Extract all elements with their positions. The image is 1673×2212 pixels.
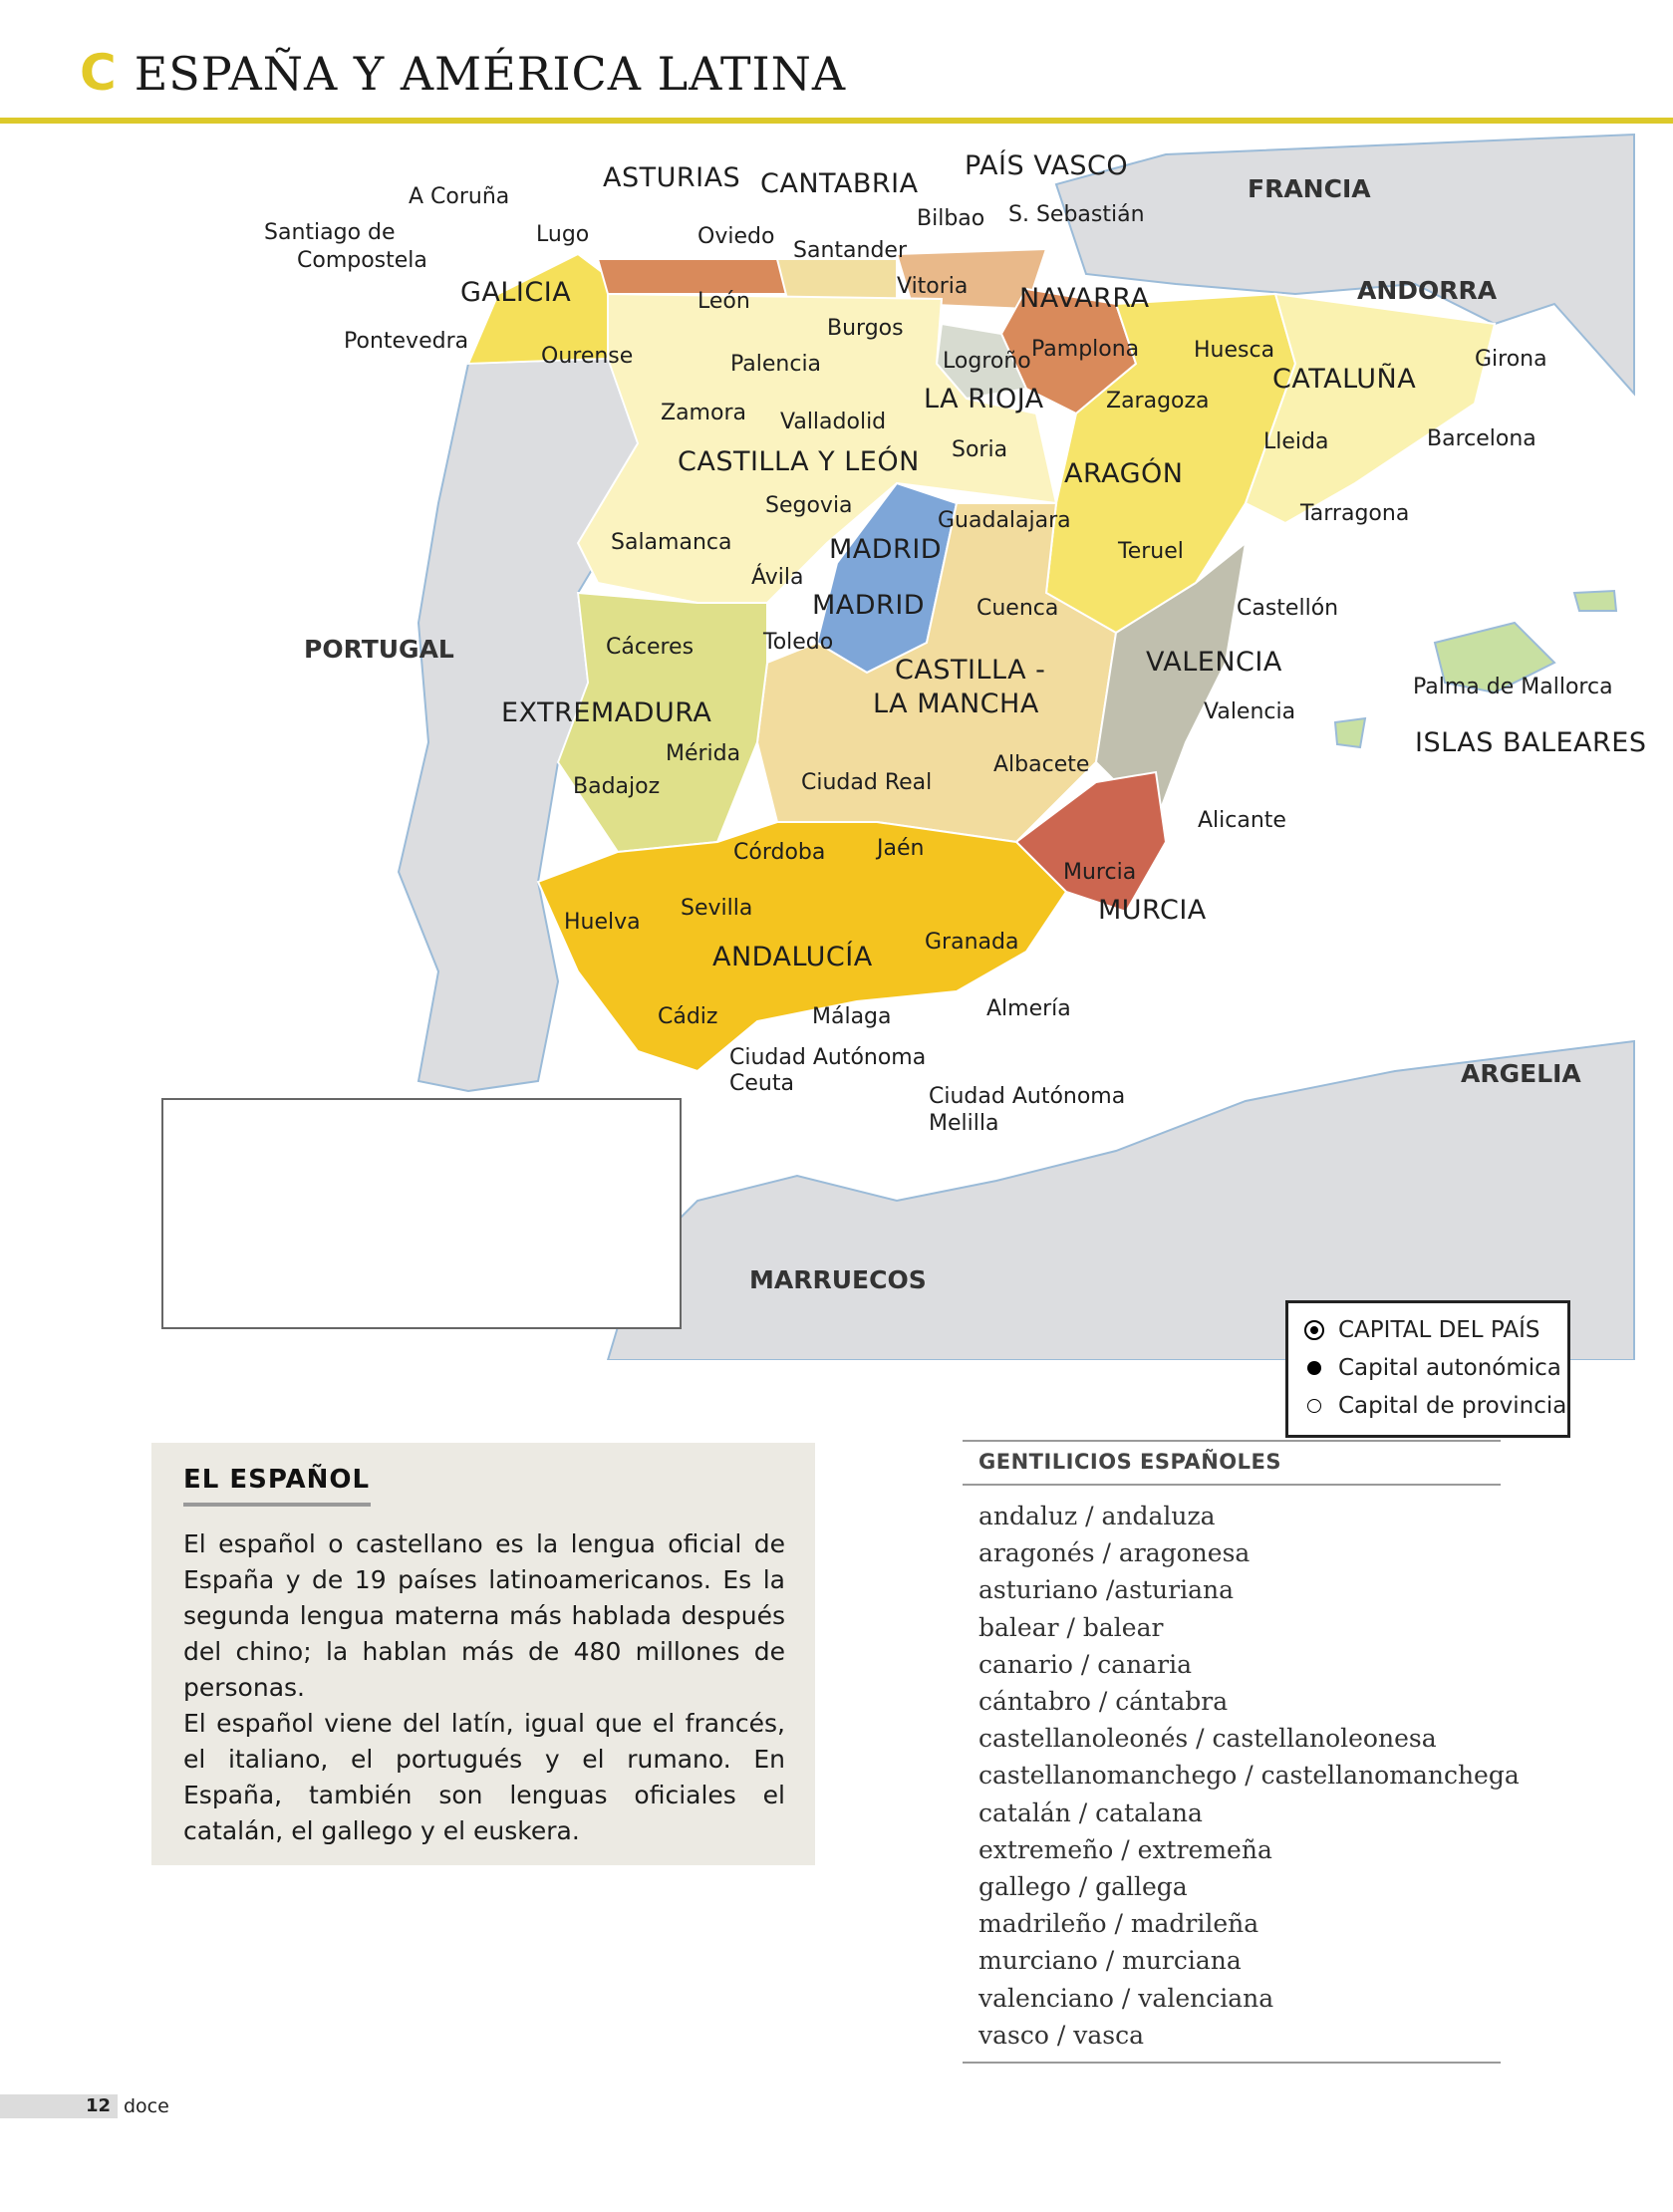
label-palencia: Palencia <box>730 352 822 377</box>
label-avila: Ávila <box>751 565 804 590</box>
label-cuenca: Cuenca <box>976 596 1059 621</box>
list-item: catalán / catalana <box>978 1797 1203 1827</box>
label-toledo: Toledo <box>763 630 834 655</box>
capital-province-icon <box>1307 1399 1321 1413</box>
legend-capital-pais-label: CAPITAL DEL PAÍS <box>1338 1317 1540 1343</box>
espanol-heading-underline <box>183 1503 371 1507</box>
legend-capital-autonomica <box>1304 1355 1561 1381</box>
list-item: gallego / gallega <box>978 1872 1188 1902</box>
label-la-rioja: LA RIOJA <box>924 384 1044 415</box>
label-santander: Santander <box>793 238 907 263</box>
label-merida: Mérida <box>666 741 741 766</box>
capital-autonomous-icon <box>1307 1361 1321 1375</box>
legend-capital-provincia-label: Capital de provincia <box>1338 1393 1567 1419</box>
label-cordoba: Córdoba <box>733 840 826 865</box>
label-granada: Granada <box>925 930 1019 955</box>
label-ciudad-real: Ciudad Real <box>801 770 933 795</box>
gentilicios-title: GENTILICIOS ESPAÑOLES <box>978 1450 1281 1474</box>
label-ceuta-1: Ciudad Autónoma <box>729 1045 927 1070</box>
label-zaragoza: Zaragoza <box>1106 389 1210 414</box>
list-item: murciano / murciana <box>978 1946 1242 1976</box>
label-huesca: Huesca <box>1194 338 1275 363</box>
label-navarra: NAVARRA <box>1019 283 1150 314</box>
label-andalucia: ANDALUCÍA <box>712 942 873 972</box>
label-murcia: MURCIA <box>1098 895 1207 926</box>
label-galicia: GALICIA <box>460 277 572 308</box>
label-castilla-mancha-2: LA MANCHA <box>873 689 1039 719</box>
label-salamanca: Salamanca <box>611 530 732 555</box>
list-item: aragonés / aragonesa <box>978 1538 1251 1568</box>
list-item: extremeño / extremeña <box>978 1834 1272 1864</box>
espanol-paragraph-2: El español viene del latín, igual que el francés, el italiano, el portugués y el rumano. En España, también son lenguas oficiales el catalán, el gallego y el euskera. <box>183 1709 785 1845</box>
label-santiago-1: Santiago de <box>264 220 396 245</box>
label-caceres: Cáceres <box>606 635 695 660</box>
label-asturias: ASTURIAS <box>603 162 741 193</box>
label-zamora: Zamora <box>661 401 746 425</box>
label-san-sebastian: S. Sebastián <box>1008 202 1145 227</box>
label-marruecos: MARRUECOS <box>749 1265 927 1294</box>
label-segovia: Segovia <box>765 493 853 518</box>
label-logrono: Logroño <box>943 349 1031 374</box>
label-valencia: VALENCIA <box>1146 647 1282 678</box>
label-castellon: Castellón <box>1237 596 1339 621</box>
capital-country-icon <box>1304 1320 1324 1340</box>
label-melilla-2: Melilla <box>929 1111 999 1136</box>
label-francia: FRANCIA <box>1248 174 1371 203</box>
ibiza-shape <box>1335 718 1365 747</box>
list-item: madrileño / madrileña <box>978 1909 1259 1939</box>
canarias-inset <box>161 1098 682 1329</box>
label-soria: Soria <box>952 437 1008 462</box>
label-baleares: ISLAS BALEARES <box>1415 727 1647 758</box>
page-number: 12 <box>86 2095 112 2116</box>
espanol-infobox <box>151 1443 815 1865</box>
espanol-heading: EL ESPAÑOL <box>183 1465 371 1495</box>
label-castilla-leon: CASTILLA Y LEÓN <box>678 446 920 477</box>
label-madrid-region: MADRID <box>829 534 943 565</box>
label-castilla-mancha-1: CASTILLA - <box>895 655 1046 686</box>
label-alicante: Alicante <box>1198 808 1286 833</box>
legend-capital-provincia <box>1304 1393 1566 1419</box>
label-palma: Palma de Mallorca <box>1413 675 1613 699</box>
gentilicios-header-rule <box>963 1484 1501 1486</box>
label-cantabria: CANTABRIA <box>760 168 919 199</box>
espanol-body <box>183 1526 785 1849</box>
label-ourense: Ourense <box>541 344 634 369</box>
gentilicios-list <box>978 1498 1520 2054</box>
label-lleida: Lleida <box>1263 429 1329 454</box>
label-guadalajara: Guadalajara <box>938 508 1071 533</box>
label-a-coruna: A Coruña <box>409 184 510 209</box>
label-extremadura: EXTREMADURA <box>501 697 712 728</box>
label-pais-vasco: PAÍS VASCO <box>965 150 1129 181</box>
cantabria-shape <box>777 259 897 299</box>
list-item: vasco / vasca <box>978 2020 1144 2050</box>
espanol-paragraph-1: El español o castellano es la lengua oficial de España y de 19 países latinoamericanos. Es la segunda lengua materna más hablada después del chino; la hablan más de 480 millones de personas. <box>183 1529 785 1702</box>
label-pontevedra: Pontevedra <box>344 329 469 354</box>
label-cadiz: Cádiz <box>658 1004 718 1029</box>
label-almeria: Almería <box>986 996 1071 1021</box>
list-item: castellanomanchego / castellanomanchega <box>978 1761 1520 1791</box>
label-tarragona: Tarragona <box>1300 501 1410 526</box>
label-cataluna: CATALUÑA <box>1272 364 1417 395</box>
label-bilbao: Bilbao <box>917 206 985 231</box>
label-santiago-2: Compostela <box>297 248 427 273</box>
label-burgos: Burgos <box>827 316 904 341</box>
page-title: ESPAÑA Y AMÉRICA LATINA <box>134 47 847 101</box>
map-legend <box>1285 1300 1570 1438</box>
label-barcelona: Barcelona <box>1427 426 1536 451</box>
label-badajoz: Badajoz <box>573 774 661 799</box>
label-lugo: Lugo <box>536 222 590 247</box>
label-teruel: Teruel <box>1118 539 1184 564</box>
list-item: balear / balear <box>978 1612 1164 1642</box>
label-melilla-1: Ciudad Autónoma <box>929 1084 1126 1109</box>
label-vitoria: Vitoria <box>897 274 969 299</box>
gentilicios-top-rule <box>963 1440 1501 1442</box>
gentilicios-bottom-rule <box>963 2062 1501 2064</box>
label-leon: León <box>697 289 750 314</box>
label-oviedo: Oviedo <box>697 224 775 249</box>
page-header <box>80 44 846 102</box>
label-pamplona: Pamplona <box>1031 337 1140 362</box>
list-item: cántabro / cántabra <box>978 1687 1229 1717</box>
label-albacete: Albacete <box>993 752 1090 777</box>
list-item: valenciano / valenciana <box>978 1983 1274 2013</box>
header-divider <box>0 118 1673 124</box>
label-huelva: Huelva <box>564 910 641 935</box>
list-item: canario / canaria <box>978 1649 1192 1679</box>
label-madrid-capital: MADRID <box>812 590 926 621</box>
legend-capital-pais <box>1304 1317 1539 1343</box>
list-item: andaluz / andaluza <box>978 1502 1216 1530</box>
label-ceuta-2: Ceuta <box>729 1071 794 1096</box>
legend-capital-autonomica-label: Capital autonómica <box>1338 1355 1561 1381</box>
label-valladolid: Valladolid <box>780 410 887 434</box>
label-argelia: ARGELIA <box>1461 1059 1581 1088</box>
label-sevilla: Sevilla <box>681 896 753 921</box>
label-portugal: PORTUGAL <box>304 635 454 664</box>
label-jaen: Jaén <box>877 836 925 861</box>
label-murcia-city: Murcia <box>1063 860 1137 885</box>
label-malaga: Málaga <box>812 1004 892 1029</box>
menorca-shape <box>1574 591 1616 611</box>
label-valencia-city: Valencia <box>1204 699 1296 724</box>
label-aragon: ARAGÓN <box>1064 458 1184 489</box>
label-girona: Girona <box>1475 347 1547 372</box>
section-letter: C <box>80 44 117 102</box>
list-item: castellanoleonés / castellanoleonesa <box>978 1724 1437 1754</box>
page-number-word: doce <box>124 2095 169 2117</box>
asturias-shape <box>598 259 787 294</box>
label-andorra: ANDORRA <box>1357 276 1498 305</box>
list-item: asturiano /asturiana <box>978 1575 1234 1605</box>
